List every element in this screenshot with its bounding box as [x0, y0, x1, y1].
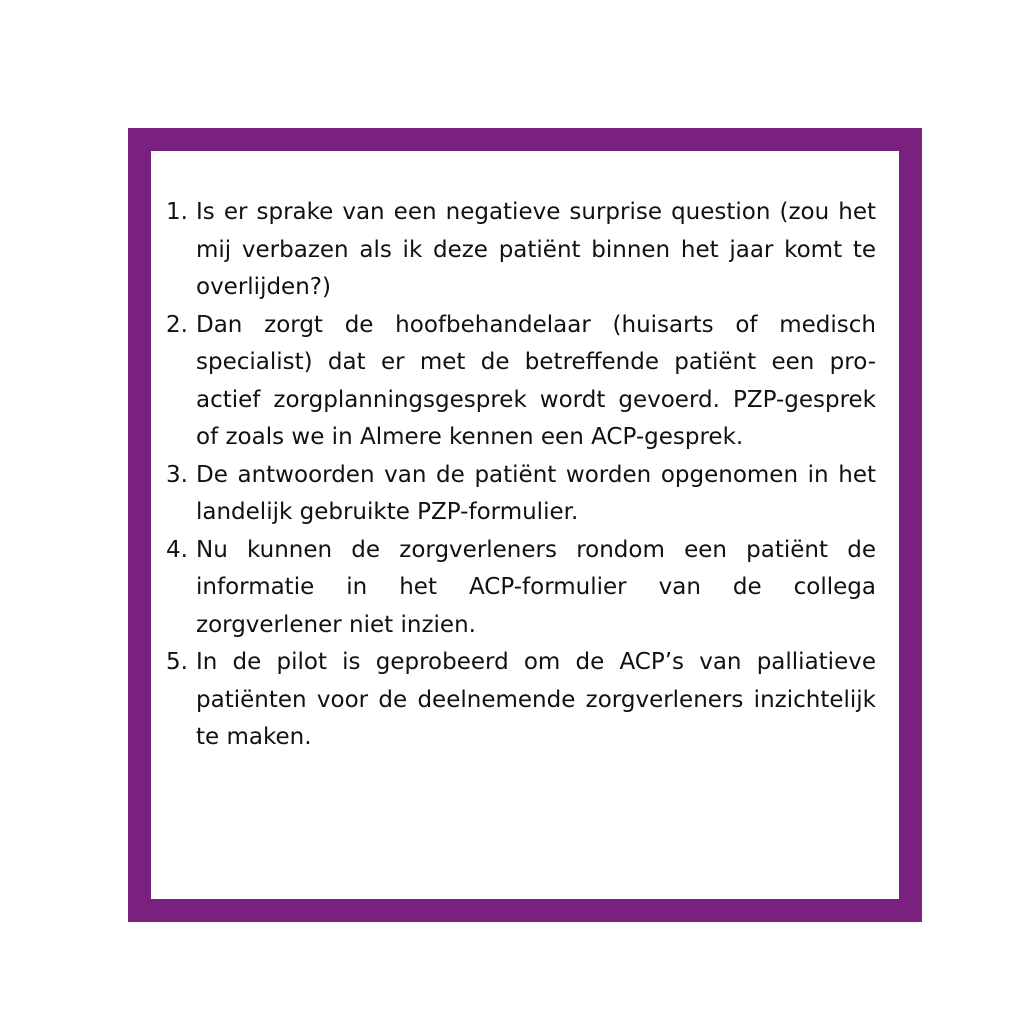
list-item-text: Nu kunnen de zorgverleners rondom een patiënt de informatie in het ACP-formulier van de collega zorgverlener niet inzien.	[196, 536, 876, 638]
list-item-number: 4.	[166, 536, 188, 563]
list-item-number: 1.	[166, 199, 188, 225]
list-item-text: De antwoorden van de patiënt worden opgenomen in het landelijk gebruikte PZP-formulier.	[196, 461, 876, 525]
list-item-number: 3.	[166, 461, 188, 488]
list-item-text: Is er sprake van een negatieve surprise question (zou het mij verbazen als ik deze patiënt binnen het jaar komt te overlijden?)	[196, 199, 876, 300]
list-item	[166, 644, 876, 757]
list-item-text: Dan zorgt de hoofbehandelaar (huisarts of medisch specialist) dat er met de betreffende patiënt een pro-actief zorgplanningsgesprek wordt gevoerd. PZP-gesprek of zoals we in Almere kennen een ACP-gesprek.	[196, 311, 876, 450]
list-item-text: In de pilot is geprobeerd om de ACP’s van palliatieve patiënten voor de deelnemende zorgverleners inzichtelijk te maken.	[196, 649, 876, 750]
list-item	[166, 457, 876, 532]
list-item	[166, 307, 876, 457]
list-item-number: 5.	[166, 649, 188, 675]
numbered-list	[166, 194, 876, 757]
list-item-number: 2.	[166, 311, 188, 338]
list-item	[166, 194, 876, 307]
list-item	[166, 532, 876, 645]
